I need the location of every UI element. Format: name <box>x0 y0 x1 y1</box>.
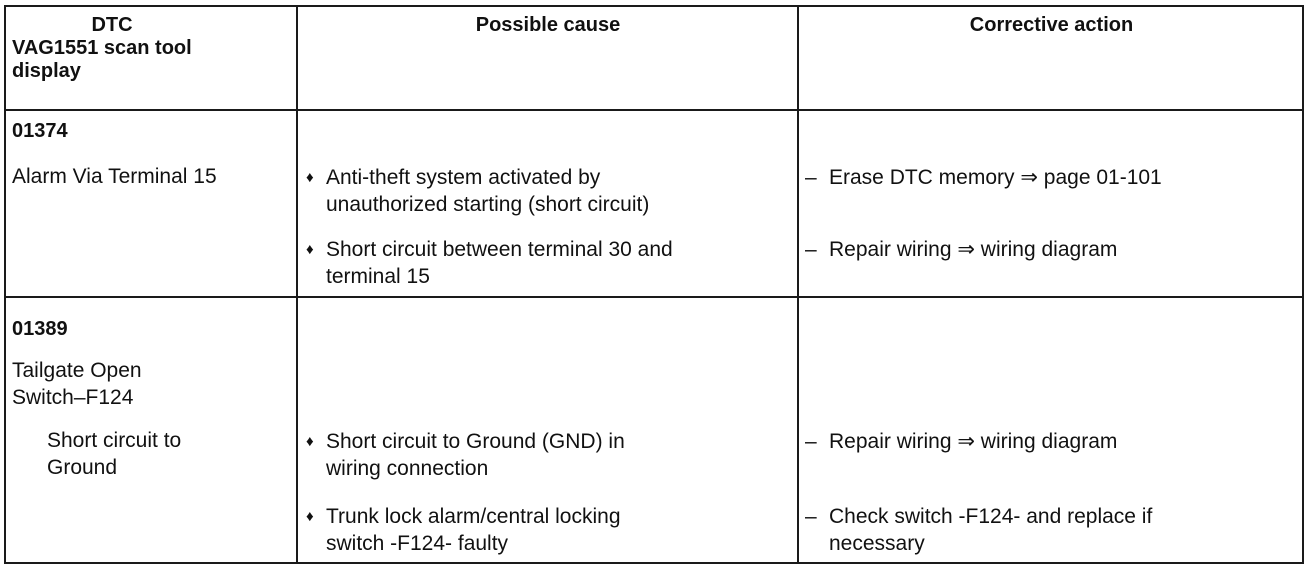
cause-line: Short circuit between terminal 30 and <box>326 238 673 261</box>
dtc-code-01389: 01389 <box>12 318 68 340</box>
dtc-name-line: Tailgate Open <box>12 359 142 382</box>
dash-icon: – <box>805 430 817 453</box>
action-text <box>829 236 1117 263</box>
header-dtc-line-1: DTC <box>91 14 133 36</box>
dtc-subcondition <box>47 428 181 482</box>
cause-text <box>326 164 649 218</box>
header-corrective-action: Corrective action <box>969 14 1134 36</box>
column-divider-2 <box>797 5 799 564</box>
action-text <box>829 164 1162 191</box>
action-line: necessary <box>829 532 925 555</box>
action-line: Repair wiring ⇒ wiring diagram <box>829 430 1118 453</box>
action-line: Check switch -F124- and replace if <box>829 505 1153 528</box>
header-divider <box>4 109 1304 111</box>
group-divider <box>4 296 1304 298</box>
header-dtc-line-3: display <box>12 60 81 82</box>
dash-icon: – <box>805 238 817 261</box>
bullet-icon: ♦ <box>306 433 314 450</box>
dash-icon: – <box>805 166 817 189</box>
cause-line: terminal 15 <box>326 265 430 288</box>
dtc-name-tailgate-switch <box>12 358 142 412</box>
bullet-icon: ♦ <box>306 508 314 525</box>
action-line: Repair wiring ⇒ wiring diagram <box>829 238 1118 261</box>
cause-text <box>326 236 673 290</box>
cause-text <box>326 503 621 557</box>
cause-text <box>326 428 625 482</box>
cause-line: Anti-theft system activated by <box>326 166 601 189</box>
dtc-name-line: Switch–F124 <box>12 386 134 409</box>
dtc-code-01374: 01374 <box>12 120 68 142</box>
header-possible-cause: Possible cause <box>475 14 621 36</box>
dtc-sub-line: Short circuit to <box>47 429 182 452</box>
cause-line: unauthorized starting (short circuit) <box>326 193 650 216</box>
cause-line: switch -F124- faulty <box>326 532 509 555</box>
action-text <box>829 428 1117 455</box>
bullet-icon: ♦ <box>306 169 314 186</box>
action-line: Erase DTC memory ⇒ page 01-101 <box>829 166 1162 189</box>
dtc-sub-line: Ground <box>47 456 118 479</box>
action-text <box>829 503 1152 557</box>
cause-line: wiring connection <box>326 457 489 480</box>
dash-icon: – <box>805 505 817 528</box>
header-dtc <box>12 14 292 83</box>
column-divider-1 <box>296 5 298 564</box>
cause-line: Short circuit to Ground (GND) in <box>326 430 625 453</box>
dtc-name-alarm-terminal-15: Alarm Via Terminal 15 <box>12 165 217 188</box>
cause-line: Trunk lock alarm/central locking <box>326 505 621 528</box>
header-dtc-line-2: VAG1551 scan tool <box>12 37 192 59</box>
bullet-icon: ♦ <box>306 241 314 258</box>
